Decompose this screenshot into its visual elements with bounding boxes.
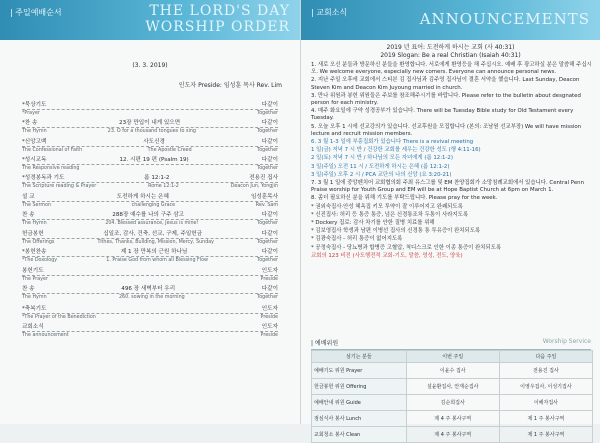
order-item-korean <box>22 284 278 294</box>
order-item-english <box>22 277 278 282</box>
order-item-english <box>22 111 278 116</box>
service-table-cell: 전용진 집사 <box>499 363 592 379</box>
service-table-col-header: 섬기는 분들 <box>312 351 407 363</box>
service-table-row <box>312 411 593 427</box>
order-item-leader-en: Together <box>257 129 278 134</box>
service-table-cell: 제 4 주 봉사구역 <box>406 427 499 443</box>
service-table-row <box>312 379 593 395</box>
order-item-detail <box>44 266 262 274</box>
service-table-cell: 예배기도 위원 Prayer <box>312 363 407 379</box>
order-item-title: *봉헌찬송 <box>22 249 47 255</box>
presider: 인도자 Preside: 임성훈 목사 Rev. Lim <box>178 82 282 89</box>
service-table-cell: 이해자집사 <box>499 395 592 411</box>
slogan-ko: 2019 년 표어: 도전하게 하시는 교회 (사 40:31) <box>386 44 515 51</box>
announcements-banner <box>301 0 600 40</box>
order-item-title-en: The announcement <box>22 333 69 338</box>
order-item-title: *묵상기도 <box>22 102 47 108</box>
slogan <box>301 44 600 60</box>
service-table-cell: 제 1 주 봉사구역 <box>499 411 592 427</box>
announcement-item: 교회의 123 비전 (사도행전적 교회-기도, 말씀, 영성, 전도, 양육) <box>311 252 463 259</box>
order-item-korean <box>22 137 278 147</box>
order-item-detail-en: 1. Praise God from whom all Blessing Flow <box>106 258 208 263</box>
announcement-item: 5. 오늘 오후 1 시에 선교강의가 있습니다. 선교후원을 모집합니다 (본의: 조남원 선교부장) We will have mission lecture and recruit mission members. <box>311 123 582 137</box>
service-committee-header <box>311 338 591 350</box>
announcement-item: * Dockery 집로: 감사 차기를 안한 질병 치료를 위해 <box>311 220 435 227</box>
order-item <box>22 155 278 171</box>
order-item <box>22 266 278 282</box>
order-item-detail-en <box>79 166 257 171</box>
service-table-row <box>312 395 593 411</box>
order-item-title-en: The Hymn <box>22 221 47 226</box>
order-item <box>22 173 278 189</box>
order-item-leader: 다같이 <box>261 157 278 163</box>
order-item-detail-en: 23. O for a thousand tongues to sing <box>107 129 196 134</box>
order-item <box>22 192 278 208</box>
order-item-detail-en <box>48 277 261 282</box>
order-item-english <box>22 258 278 263</box>
order-item-english <box>22 240 278 245</box>
order-item-leader: 다같이 <box>261 286 278 292</box>
order-item-detail: 288장 예수를 나의 구주 삼고 <box>112 212 185 218</box>
order-item-korean <box>22 229 278 239</box>
order-item-leader: 다같이 <box>261 212 278 218</box>
order-item-detail: 롬 12:1-2 <box>144 175 170 181</box>
order-item-english <box>22 295 278 300</box>
order-item-english <box>22 203 278 208</box>
order-item-title-en: The Responsive reading <box>22 166 80 171</box>
order-item-title: *찬 송 <box>22 120 38 126</box>
order-item-english <box>22 184 278 189</box>
order-item-leader: 전용진 집사 <box>249 175 278 181</box>
order-item-title-en: The Confessional of Faith <box>22 148 83 153</box>
order-item-detail: 23장 만입이 내게 있으면 <box>119 120 181 126</box>
announcement-item: 7. 3 월 1 일에 중앙펜치어 교회협의회 주최 유스그룹 및 EM 찬양집회가 소망침례교회에서 있습니다. Central Penn Praise worship for Youth Group and EM will be at Hope Baptist Church at 6pm on March 1. <box>311 180 584 194</box>
order-item-leader-en: Preside <box>260 315 278 320</box>
announcement-item: * 김보영집사 학생과 남편 이병선 집사의 신경통 통 투유증이 완치되도록 <box>311 228 481 235</box>
service-table-cell: 제 1 주 봉사구역 <box>499 427 592 443</box>
order-item-detail-en: 260. sowing in the morning <box>118 295 185 300</box>
order-item-detail-en: 204. Blessed assurance, Jesus is mine! <box>105 221 199 226</box>
order-item-title: 봉헌기도 <box>22 268 44 274</box>
order-item-korean <box>22 210 278 220</box>
service-table-col-header: 다음 주일 <box>499 351 592 363</box>
order-item-leader: 다같이 <box>261 139 278 145</box>
order-item-korean <box>22 100 278 110</box>
announcement-item: * 권외숙집사·안성 혜옥집 키모 투약이 잘 이루어지고 완쾌되도록 <box>311 203 463 210</box>
order-item-english <box>22 129 278 134</box>
order-item-detail: 제 1 장 만복의 근원 하나님 <box>120 249 188 255</box>
order-item-korean <box>22 322 278 332</box>
section-label: | 주일예배순서 <box>10 8 62 17</box>
order-item-detail <box>46 304 261 312</box>
service-table-header <box>312 351 593 363</box>
announcements-page <box>301 0 600 438</box>
service-table-cell: 이영우집사, 이성기집사 <box>499 379 592 395</box>
page-title: THE LORD'S DAY <box>149 3 290 19</box>
order-item-title: 헌금봉헌 <box>22 231 44 237</box>
order-item-korean <box>22 247 278 257</box>
announcement-item: 1. 새로 오신 분들과 방문하신 분들을 환영합니다. 서로에게 환영등을 해 주십시오. 예배 후 광고하실 분은 말씀해 주십시오. We welcome everyone, especially new comers. Everyone can announce personal news. <box>311 62 592 76</box>
service-table-row <box>312 363 593 379</box>
order-item-title-en: *The Doxology <box>22 258 58 263</box>
order-item-leader: 임성훈목사 <box>250 194 278 200</box>
order-item-detail-en <box>69 333 261 338</box>
announcement-item: 2 일(토) 저녁 7 시 반 / 하나님의 모든 자녀에게 (롬 12:1-2) <box>311 155 453 162</box>
order-item-korean <box>22 192 278 202</box>
order-item <box>22 100 278 116</box>
order-item-title: 교회소식 <box>22 324 44 330</box>
order-item <box>22 322 278 338</box>
order-item-leader-en: Together <box>257 240 278 245</box>
page-subtitle: WORSHIP ORDER <box>145 19 290 35</box>
service-table-cell: 예배안내 위원 Guide <box>312 395 407 411</box>
order-item-english <box>22 333 278 338</box>
order-item <box>22 118 278 134</box>
order-item <box>22 284 278 300</box>
order-item-korean <box>22 155 278 165</box>
order-item-title-en: The Hymn <box>22 295 47 300</box>
announcement-item: 2. 지난 주일 오후에 교회에서 스티븐 김 집사님과 김주영 집사님이 결혼 서약을 했습니다. Last Sunday, Deacon Steven Kim and Deacon Kim Juyoung married in church. <box>311 77 580 91</box>
announcement-item: 3 일(주일) 오후 2 시 / PCA 교단의 나의 신앙 (요 3:20-21) <box>311 171 452 178</box>
announcement-item: 4. 매주 화요일에 구약 성경공부가 있습니다. There will be Tuesday Bible study for Old Testament every Tuesday. <box>311 108 574 122</box>
order-item-title-en: The Offerings <box>22 240 55 245</box>
order-item-english <box>22 315 278 320</box>
order-item-leader-en: Deacon Jun, Yongjin <box>230 184 278 189</box>
order-item-detail: 사도신경 <box>143 139 165 145</box>
order-item-leader-en: Together <box>257 221 278 226</box>
announcement-item: 6. 3 월 1-3 일에 부흥집회가 있습니다 There is a revival meeting <box>311 139 474 146</box>
order-item-title-en: The Hymn <box>22 129 47 134</box>
order-item-title: 찬 송 <box>22 286 35 292</box>
worship-order-banner <box>0 0 300 40</box>
order-item-korean <box>22 173 278 183</box>
order-item-leader: 인도자 <box>261 268 278 274</box>
service-date: (3. 3. 2019) <box>132 62 168 69</box>
order-item-title: 찬 송 <box>22 212 35 218</box>
service-title-en: Worship Service <box>542 338 591 345</box>
order-item-detail: 496 장 새벽부터 우리 <box>121 286 176 292</box>
order-item-leader: 인도자 <box>261 324 278 330</box>
order-item-leader-en: Together <box>257 148 278 153</box>
order-item <box>22 210 278 226</box>
order-item-detail-en <box>96 315 261 320</box>
announcement-list <box>311 62 592 261</box>
order-item-title: *축복기도 <box>22 306 47 312</box>
service-table-cell: 점심식사 봉사 Lunch <box>312 411 407 427</box>
order-item-leader-en: Together <box>257 111 278 116</box>
order-item <box>22 229 278 245</box>
order-item-detail-en: The Apostle Creed <box>147 148 192 153</box>
order-item-detail: 십일조, 감사, 건축, 선교, 구제, 주일헌금 <box>103 231 203 237</box>
order-item-title-en: The Sermon <box>22 203 51 208</box>
order-item-leader-en: Together <box>257 258 278 263</box>
service-table-cell: 김순희집사 <box>406 395 499 411</box>
order-item <box>22 247 278 263</box>
service-title: | 예배위원 <box>311 340 339 347</box>
worship-order-page <box>0 0 301 424</box>
announcement-item: * 김광숙집사 - 허리 통증이 없어지도록 <box>311 236 403 243</box>
service-table-col-header: 이번 주일 <box>406 351 499 363</box>
service-table-cell: 교회청소 봉사 Clean <box>312 427 407 443</box>
section-label: | 교회소식 <box>311 8 348 17</box>
order-item-korean <box>22 266 278 276</box>
order-item-leader-en: Together <box>257 295 278 300</box>
service-table-cell: 설윤환집사, 안재순집사 <box>406 379 499 395</box>
order-item-leader: 다같이 <box>261 231 278 237</box>
order-item <box>22 304 278 320</box>
order-item-leader: 인도자 <box>261 306 278 312</box>
order-item-title-en: *Prayer <box>22 111 40 116</box>
order-item-title: *성시교독 <box>22 157 47 163</box>
order-item-title: *신앙고백 <box>22 139 47 145</box>
order-item-detail <box>44 322 262 330</box>
order-item-detail: 12. 시편 19 편 (Psalm 19) <box>119 157 189 163</box>
order-item-detail-en: Tithes, Thanks, Building, Mission, Mercy, Sunday <box>97 240 215 245</box>
page-title: ANNOUNCEMENTS <box>419 10 590 28</box>
announcement-item: * 공정숙집사 - 당뇨병과 합병증 고혈압, 척디스크로 인한 이종 통증이 완치되도록 <box>311 244 502 251</box>
service-table-cell: 헌금봉헌 위원 Offering <box>312 379 407 395</box>
order-item-korean <box>22 118 278 128</box>
order-item-title-en: The Prayer <box>22 277 48 282</box>
order-item-leader: 다같이 <box>261 120 278 126</box>
service-table-body <box>312 363 593 443</box>
order-item-leader-en: Together <box>257 166 278 171</box>
order-item-detail <box>46 100 261 108</box>
order-item-title-en: *The Prayer of the Benediction <box>22 315 96 320</box>
announcement-item: * 신진집사: 허리 등 통증 통증, 넘은 신경통조차 두통이 사라지도록 <box>311 211 469 218</box>
order-item-title: 설 교 <box>22 194 35 200</box>
order-item-english <box>22 221 278 226</box>
service-table-cell: 이윤수 집사 <box>406 363 499 379</box>
order-item-detail-en: challenging Grace <box>131 203 176 208</box>
order-item-detail-en <box>40 111 257 116</box>
announcement-item: 8. 좀더 필요하신 분을 위해 기도를 부탁드립니다. Please pray for the week. <box>311 195 498 202</box>
order-item-leader-en: Preside <box>260 277 278 282</box>
order-item-detail-en: Rome 12:1-2 <box>148 184 179 189</box>
announcement-item: 1 일(금) 저녁 7 시 반 / 건강한 교회를 세우는 건강한 성도 (행 4:11-16) <box>311 147 481 154</box>
order-item-korean <box>22 304 278 314</box>
order-item-detail: 도전하게 하시는 은혜 <box>116 194 169 200</box>
service-table-row <box>312 427 593 443</box>
order-item-leader: 다같이 <box>261 249 278 255</box>
announcement-item: 3 일(주일) 오전 11 시 / 도전하게 하시는 은혜 (롬 12:1-2) <box>311 163 450 170</box>
service-table-cell: 제 4 주 봉사구역 <box>406 411 499 427</box>
service-table <box>311 350 593 443</box>
announcement-item: 3. 만나 위원과 봉헌 위원들은 주보를 참조해주시기를 바랍니다. Please refer to the bulletin about desgnated person for each ministry. <box>311 92 581 107</box>
order-item-title: *성경봉독과 기도 <box>22 175 65 181</box>
order-item <box>22 137 278 153</box>
order-item-leader-en: Preside <box>260 333 278 338</box>
order-item-leader-en: Rev. Sam <box>255 203 278 208</box>
order-item-english <box>22 148 278 153</box>
order-item-title-en: The Scripture reading & Prayer <box>22 184 97 189</box>
slogan-en: 2019 Slogan: Be a real Christian (Isaiah 40:31) <box>380 52 521 59</box>
order-item-leader: 다같이 <box>261 102 278 108</box>
order-item-english <box>22 166 278 171</box>
